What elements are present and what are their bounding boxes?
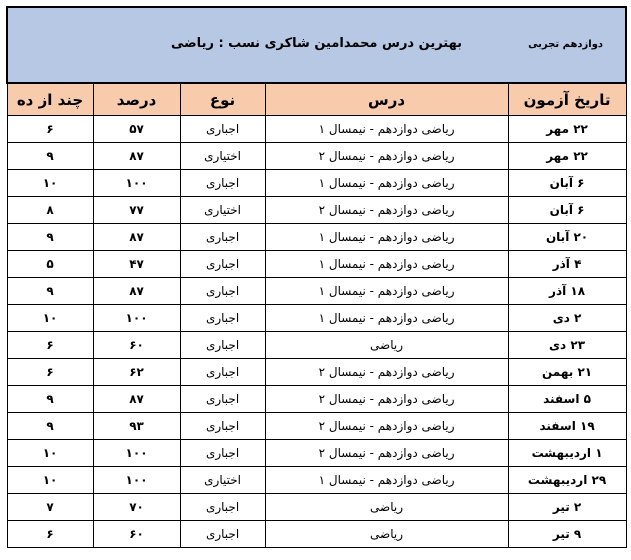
cell-date: ۲۹ اردیبهشت: [508, 467, 626, 494]
cell-lesson: ریاضی دوازدهم - نیمسال ۲: [265, 197, 508, 224]
cell-type: اجباری: [180, 278, 265, 305]
cell-date: ۱۹ اسفند: [508, 413, 626, 440]
title-row: [7, 7, 626, 83]
cell-type: اجباری: [180, 116, 265, 143]
cell-lesson: ریاضی دوازدهم - نیمسال ۲: [265, 143, 508, 170]
cell-lesson: ریاضی دوازدهم - نیمسال ۱: [265, 305, 508, 332]
col-header-lesson: درس: [265, 83, 508, 116]
table-row: [7, 197, 626, 224]
cell-percent: ۱۰۰: [93, 467, 180, 494]
cell-date: ۶ آبان: [508, 170, 626, 197]
cell-percent: ۶۰: [93, 521, 180, 548]
cell-date: ۹ تیر: [508, 521, 626, 548]
cell-score: ۱۰: [7, 305, 93, 332]
cell-score: ۱۰: [7, 170, 93, 197]
cell-lesson: ریاضی دوازدهم - نیمسال ۱: [265, 116, 508, 143]
table-row: [7, 332, 626, 359]
table-row: [7, 413, 626, 440]
cell-lesson: ریاضی دوازدهم - نیمسال ۱: [265, 467, 508, 494]
report-sheet: [6, 6, 625, 548]
cell-type: اجباری: [180, 413, 265, 440]
cell-score: ۶: [7, 332, 93, 359]
page-title: بهترین درس محمدامین شاکری نسب : ریاضی: [170, 36, 463, 51]
cell-percent: ۶۰: [93, 332, 180, 359]
cell-type: اجباری: [180, 305, 265, 332]
cell-percent: ۹۳: [93, 413, 180, 440]
cell-date: ۲۰ آبان: [508, 224, 626, 251]
cell-date: ۲۱ بهمن: [508, 359, 626, 386]
cell-date: ۱۸ آذر: [508, 278, 626, 305]
cell-percent: ۱۰۰: [93, 170, 180, 197]
table-row: [7, 278, 626, 305]
cell-lesson: ریاضی دوازدهم - نیمسال ۲: [265, 386, 508, 413]
cell-date: ۲۳ دی: [508, 332, 626, 359]
cell-type: اختیاری: [180, 143, 265, 170]
scores-table: [6, 6, 627, 548]
cell-score: ۶: [7, 359, 93, 386]
table-row: [7, 224, 626, 251]
table-row: [7, 143, 626, 170]
cell-type: اختیاری: [180, 467, 265, 494]
cell-type: اجباری: [180, 170, 265, 197]
cell-score: ۹: [7, 278, 93, 305]
cell-percent: ۷۰: [93, 494, 180, 521]
cell-type: اجباری: [180, 386, 265, 413]
cell-lesson: ریاضی دوازدهم - نیمسال ۱: [265, 170, 508, 197]
cell-lesson: ریاضی دوازدهم - نیمسال ۱: [265, 224, 508, 251]
cell-date: ۶ آبان: [508, 197, 626, 224]
cell-lesson: ریاضی دوازدهم - نیمسال ۲: [265, 440, 508, 467]
cell-date: ۲۲ مهر: [508, 143, 626, 170]
cell-percent: ۵۷: [93, 116, 180, 143]
cell-lesson: ریاضی: [265, 332, 508, 359]
grade-label: دوازدهم تجربی: [528, 39, 604, 50]
table-row: [7, 116, 626, 143]
cell-score: ۹: [7, 143, 93, 170]
cell-date: ۴ آذر: [508, 251, 626, 278]
cell-percent: ۴۷: [93, 251, 180, 278]
cell-percent: ۶۲: [93, 359, 180, 386]
cell-type: اختیاری: [180, 197, 265, 224]
cell-date: ۱ اردیبهشت: [508, 440, 626, 467]
cell-lesson: ریاضی: [265, 521, 508, 548]
cell-score: ۸: [7, 197, 93, 224]
cell-type: اجباری: [180, 224, 265, 251]
cell-score: ۹: [7, 413, 93, 440]
col-header-percent: درصد: [93, 83, 180, 116]
table-row: [7, 251, 626, 278]
cell-lesson: ریاضی دوازدهم - نیمسال ۲: [265, 359, 508, 386]
cell-score: ۹: [7, 386, 93, 413]
cell-date: ۲ تیر: [508, 494, 626, 521]
cell-lesson: ریاضی: [265, 494, 508, 521]
title-cell: [7, 7, 626, 83]
table-row: [7, 359, 626, 386]
cell-date: ۲۲ مهر: [508, 116, 626, 143]
cell-score: ۱۰: [7, 440, 93, 467]
table-row: [7, 305, 626, 332]
cell-lesson: ریاضی دوازدهم - نیمسال ۱: [265, 278, 508, 305]
cell-score: ۷: [7, 494, 93, 521]
cell-date: ۵ اسفند: [508, 386, 626, 413]
table-row: [7, 521, 626, 548]
cell-lesson: ریاضی دوازدهم - نیمسال ۲: [265, 413, 508, 440]
cell-percent: ۸۷: [93, 224, 180, 251]
cell-type: اجباری: [180, 359, 265, 386]
table-row: [7, 170, 626, 197]
cell-percent: ۷۷: [93, 197, 180, 224]
cell-type: اجباری: [180, 251, 265, 278]
cell-type: اجباری: [180, 521, 265, 548]
cell-percent: ۱۰۰: [93, 305, 180, 332]
cell-score: ۶: [7, 116, 93, 143]
cell-score: ۶: [7, 521, 93, 548]
cell-type: اجباری: [180, 440, 265, 467]
cell-percent: ۸۷: [93, 386, 180, 413]
header-row: [7, 83, 626, 116]
col-header-type: نوع: [180, 83, 265, 116]
cell-score: ۱۰: [7, 467, 93, 494]
cell-percent: ۱۰۰: [93, 440, 180, 467]
cell-date: ۲ دی: [508, 305, 626, 332]
cell-percent: ۸۷: [93, 278, 180, 305]
cell-lesson: ریاضی دوازدهم - نیمسال ۱: [265, 251, 508, 278]
table-row: [7, 467, 626, 494]
cell-type: اجباری: [180, 332, 265, 359]
cell-percent: ۸۷: [93, 143, 180, 170]
table-row: [7, 386, 626, 413]
table-row: [7, 494, 626, 521]
table-row: [7, 440, 626, 467]
cell-score: ۹: [7, 224, 93, 251]
cell-score: ۵: [7, 251, 93, 278]
cell-type: اجباری: [180, 494, 265, 521]
col-header-score: چند از ده: [7, 83, 93, 116]
col-header-date: تاریخ آزمون: [508, 83, 626, 116]
